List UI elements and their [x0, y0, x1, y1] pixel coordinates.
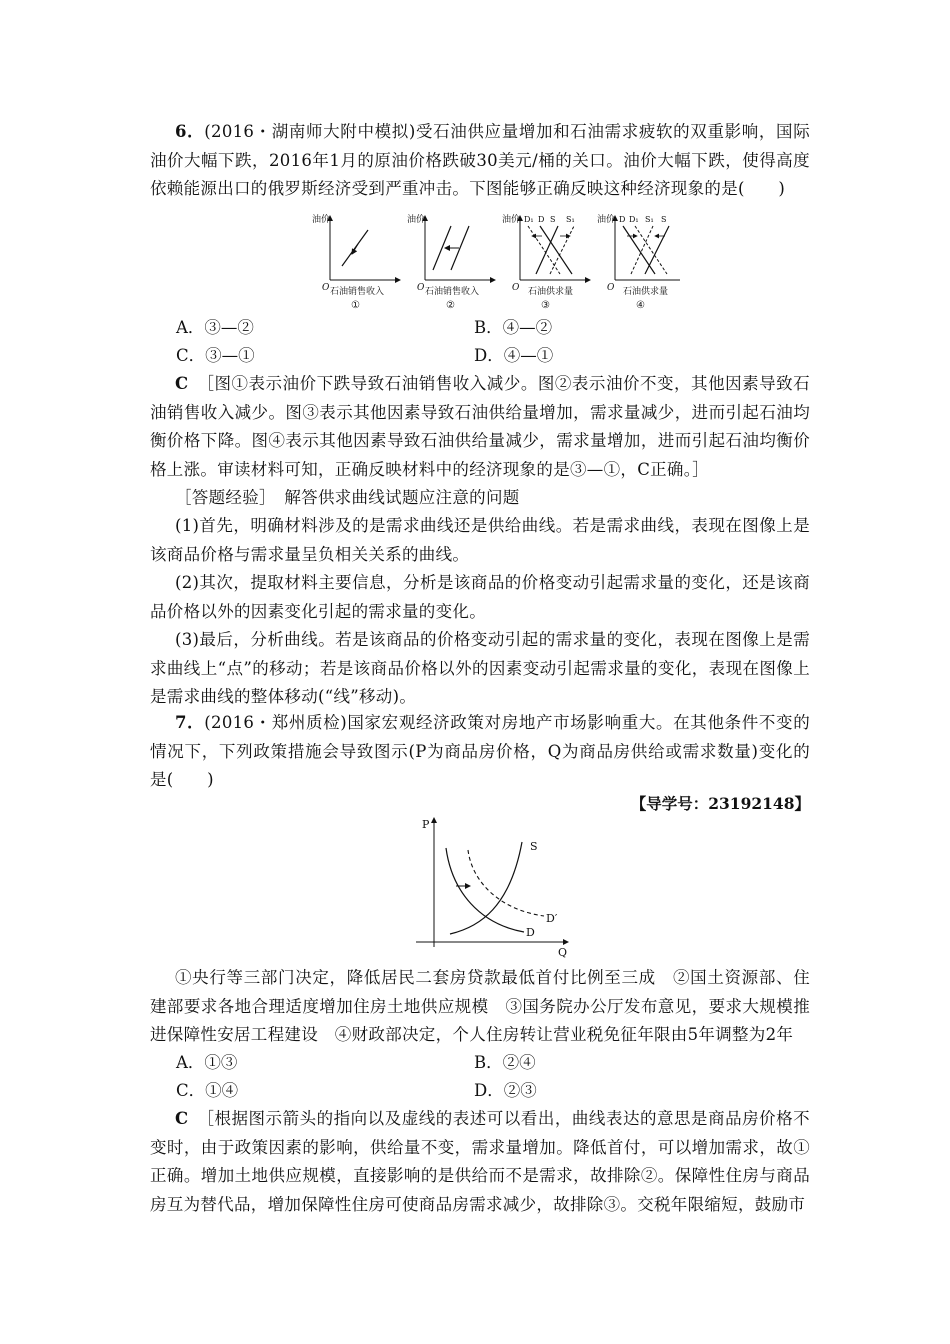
graph-1-ylabel: 油价: [312, 215, 331, 225]
graph-4-curve-s1: S₁: [645, 215, 654, 224]
q6-explanation-text: ［图①表示油价下跌导致石油销售收入减少。图②表示油价不变，其他因素导致石油销售收入减少。图③表示其他因素导致石油供给量增加，需求量减少，进而引起石油均衡价格下降。图④表示其他因素导致石油供给量减少，需求量增加，进而引起石油均衡价格上涨。审读材料可知，正确反映材料中的经济现象的是③—①，C正确。］: [150, 374, 810, 479]
graph-2: [407, 213, 495, 311]
graph-3-ylabel: 油价: [502, 215, 521, 225]
q7-option-a: A．①③: [176, 1053, 238, 1072]
graph-4-ylabel: 油价: [597, 215, 616, 225]
demand-curve: [446, 848, 524, 932]
graph-3-curve-d: D: [538, 215, 545, 224]
experience-p2: (2)其次，提取材料主要信息，分析是该商品的价格变动引起需求量的变化，还是该商品价格以外的因素变化引起的需求量的变化。: [150, 573, 810, 621]
question-6-stem: [150, 118, 810, 204]
axis-q-label: Q: [558, 946, 568, 959]
graph-3-curve-s1: S₁: [566, 215, 575, 224]
q7-explanation-text: ［根据图示箭头的指向以及虚线的表述可以看出，曲线表达的意思是商品房价格不变时，由于政策因素的影响，供给量不变，需求量增加。降低首付，可以增加需求，故①正确。增加土地供应规模，直接影响的是供给而不是需求，故排除②。保障性住房与商品房互为替代品，增加保障性住房可使商品房需求减少，故排除③。交税年限缩短，鼓励市: [150, 1109, 810, 1214]
graph-3-num: ③: [541, 300, 550, 311]
graph-4-curve-d1: D₁: [629, 215, 639, 224]
graph-2-xlabel: 石油销售收入: [425, 287, 480, 297]
graph-3-origin: O: [512, 283, 520, 293]
graph-1-origin: O: [322, 283, 330, 293]
experience-p3: (3)最后，分析曲线。若是该商品的价格变动引起的需求量的变化，表现在图像上是需求曲线上“点”的移动；若是该商品价格以外的因素变动引起需求量的变化，表现在图像上是需求曲线的整体移动(“线”移动)。: [150, 630, 810, 706]
q6-option-d: D．④—①: [474, 346, 554, 365]
q7-statements: ①央行等三部门决定，降低居民二套房贷款最低首付比例至三成 ②国土资源部、住建部要求各地合理适度增加住房土地供应规模 ③国务院办公厅发布意见，要求大规模推进保障性安居工程建设 ④财政部决定，个人住房转让营业税免征年限由5年调整为2年: [150, 968, 810, 1044]
axis-p-label: P: [422, 818, 430, 831]
q7-option-c: C．①④: [176, 1081, 239, 1100]
graph-1-xlabel: 石油销售收入: [330, 287, 385, 297]
graph-4-curve-s: S: [661, 215, 667, 224]
q7-option-b: B．②④: [474, 1053, 536, 1072]
question-7-stem: [150, 709, 810, 795]
question-6-number: 6．: [175, 122, 205, 141]
graph-4-origin: O: [607, 283, 615, 293]
q6-option-b: B．④—②: [474, 318, 553, 337]
graph-1-line: [342, 230, 368, 266]
q6-option-c: C．③—①: [176, 346, 255, 365]
graph-1-num: ①: [351, 300, 360, 311]
graph-3-xlabel: 石油供求量: [528, 287, 574, 297]
question-7-graph: [410, 812, 580, 962]
q6-explanation: [150, 370, 810, 484]
graph-2-num: ②: [446, 300, 455, 311]
graph-4-num: ④: [636, 300, 645, 311]
q6-answer: C: [175, 374, 189, 393]
demand-label: D: [526, 926, 535, 939]
supply-label: S: [530, 840, 538, 853]
experience-p1: (1)首先，明确材料涉及的是需求曲线还是供给曲线。若是需求曲线，表现在图像上是该商品价格与需求量呈负相关关系的曲线。: [150, 516, 810, 564]
graph-3-curve-d1: D₁: [524, 215, 534, 224]
graph-1: [312, 213, 400, 311]
question-7-number: 7．: [175, 713, 205, 732]
experience-title: ［答题经验］ 解答供求曲线试题应注意的问题: [175, 488, 520, 507]
q7-explanation: [150, 1105, 810, 1219]
question-6-text: (2016・湖南师大附中模拟)受石油供应量增加和石油需求疲软的双重影响，国际油价大幅下跌，2016年1月的原油价格跌破30美元/桶的关口。油价大幅下跌，使得高度依赖能源出口的俄罗斯经济受到严重冲击。下图能够正确反映这种经济现象的是( ): [150, 122, 810, 198]
guide-number: 【导学号：23192148】: [630, 794, 810, 813]
new-demand-label: D′: [546, 912, 558, 925]
q6-option-a: A．③—②: [176, 318, 254, 337]
graph-3-curve-s: S: [550, 215, 556, 224]
graph-4: [597, 213, 680, 311]
graph-2-ylabel: 油价: [407, 215, 426, 225]
new-demand-curve: [468, 850, 544, 916]
question-7-text: (2016・郑州质检)国家宏观经济政策对房地产市场影响重大。在其他条件不变的情况下，下列政策措施会导致图示(P为商品房价格，Q为商品房供给或需求数量)变化的是( ): [150, 713, 810, 789]
graph-2-origin: O: [417, 283, 425, 293]
q7-answer: C: [175, 1109, 189, 1128]
q7-option-d: D．②③: [474, 1081, 537, 1100]
graph-4-xlabel: 石油供求量: [623, 287, 669, 297]
graph-3: [502, 213, 590, 311]
question-6-graphs: [300, 208, 680, 316]
graph-4-curve-d: D: [619, 215, 626, 224]
